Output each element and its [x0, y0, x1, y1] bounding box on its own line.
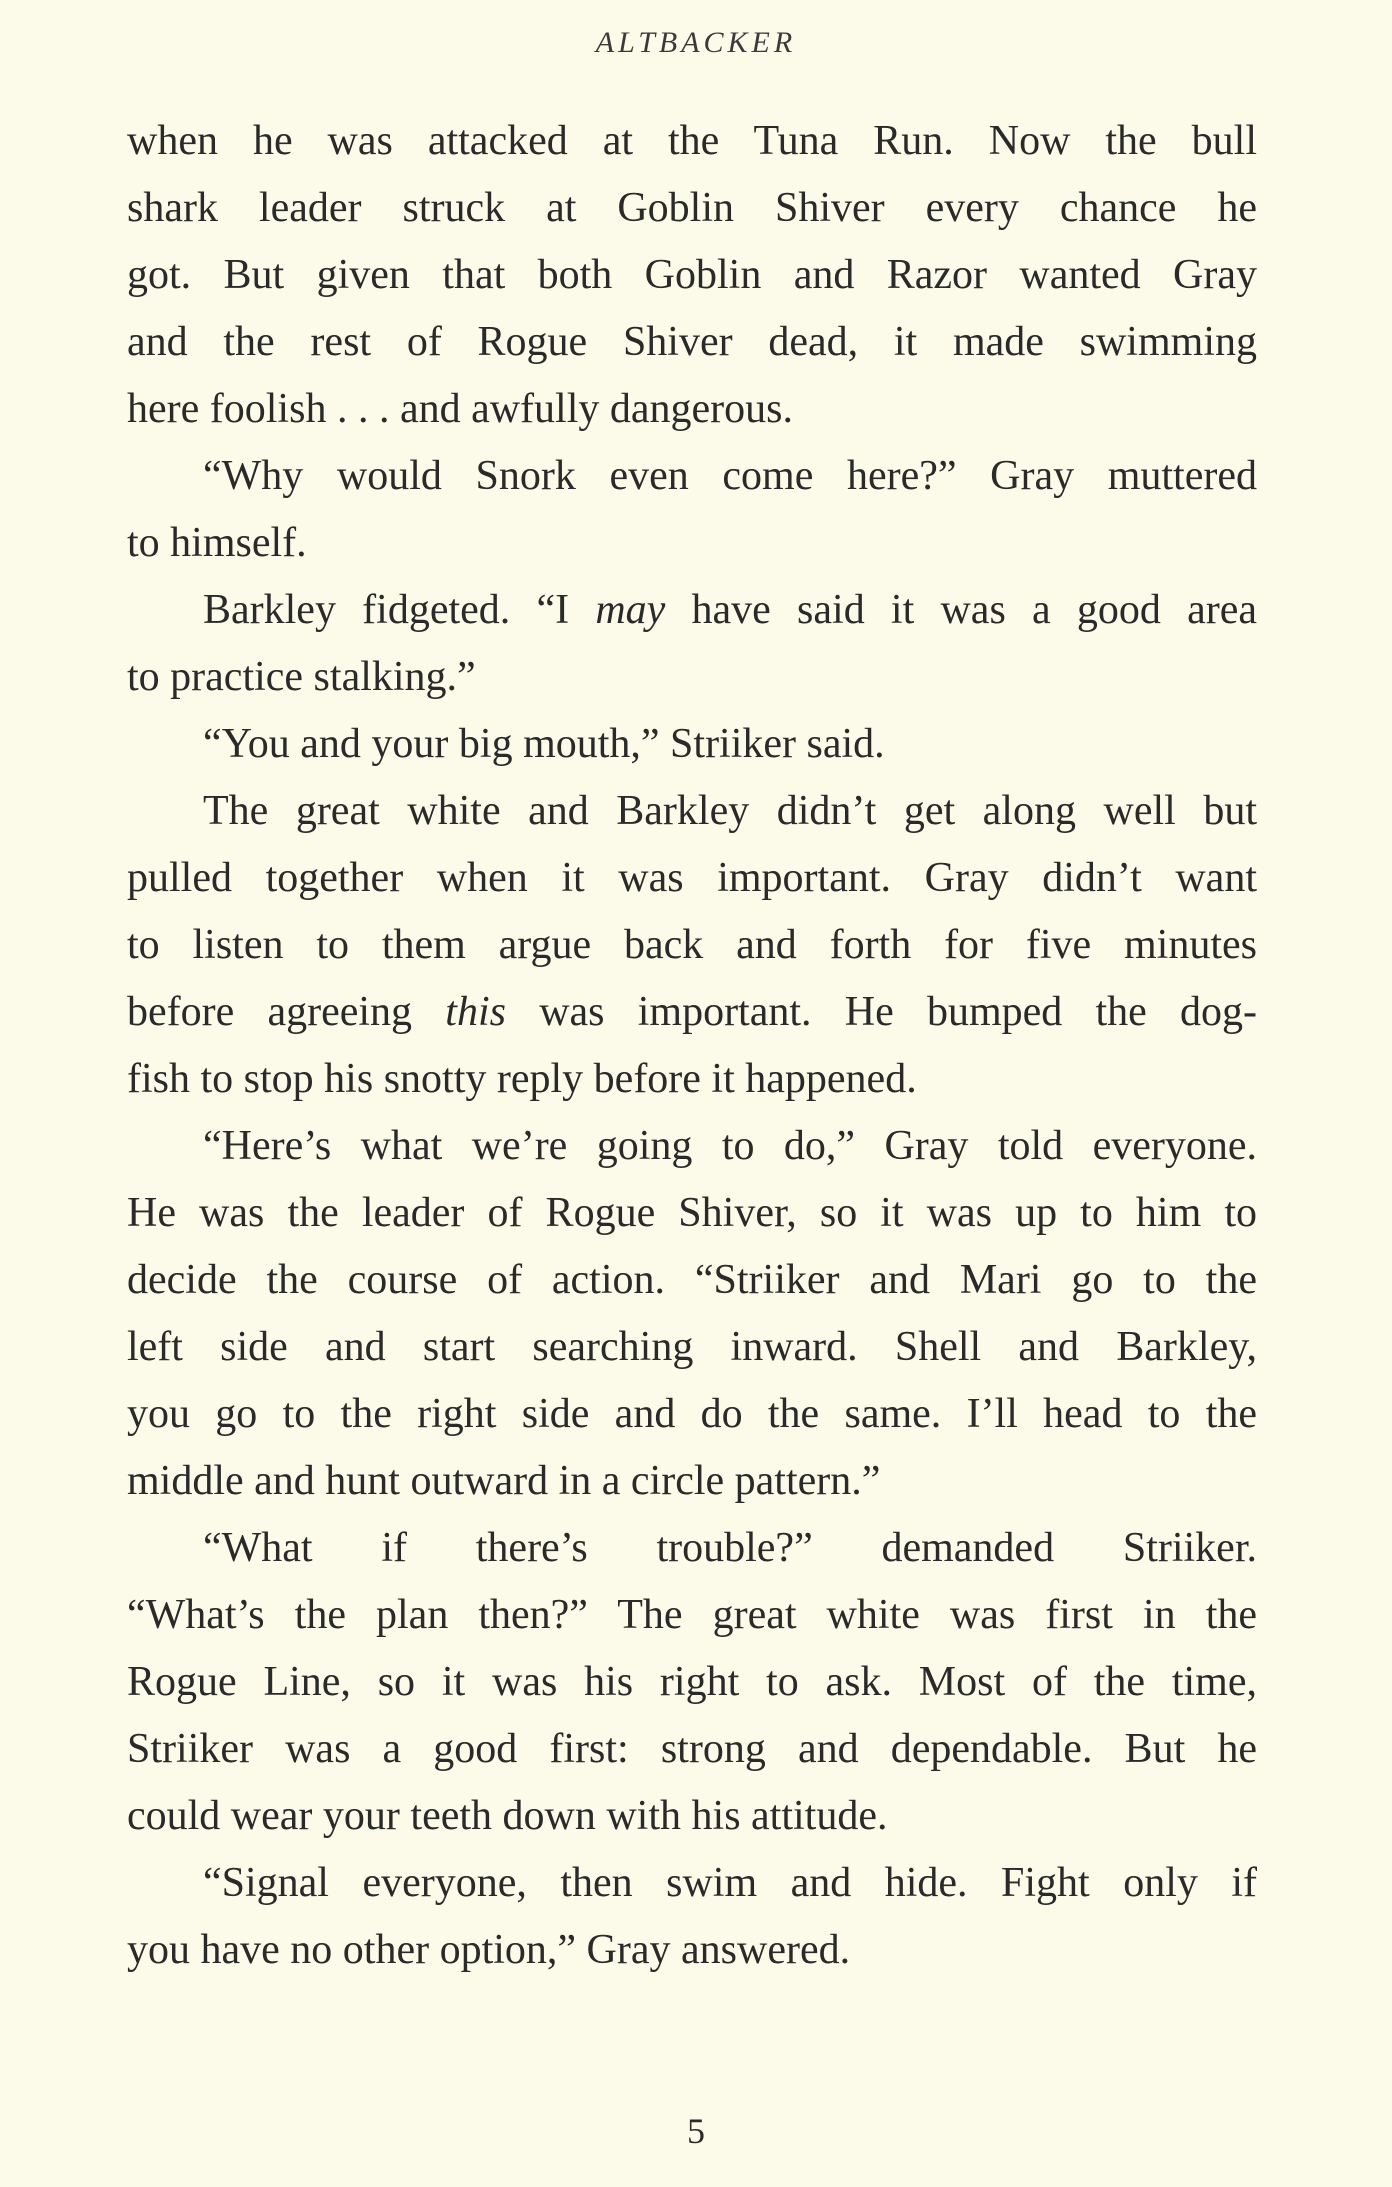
- running-head: ALTBACKER: [595, 26, 797, 59]
- text-segment: when he was attacked at the Tuna Run. Now the bull: [127, 118, 1257, 164]
- text-line: [127, 1582, 1257, 1649]
- text-segment: you have no other option,” Gray answered.: [127, 1927, 851, 1973]
- text-line: [127, 577, 1257, 644]
- text-line: [127, 510, 1257, 577]
- text-segment: you go to the right side and do the same. I’ll head to the: [127, 1391, 1257, 1437]
- text-line: [127, 1716, 1257, 1783]
- text-line: [127, 1850, 1257, 1917]
- text-segment: He was the leader of Rogue Shiver, so it was up to him to: [127, 1190, 1257, 1236]
- text-line: [127, 711, 1257, 778]
- text-line: [127, 778, 1257, 845]
- text-line: [127, 376, 1257, 443]
- text-segment: was important. He bumped the dog-: [505, 989, 1257, 1035]
- text-line: [127, 242, 1257, 309]
- text-segment: “You and your big mouth,” Striiker said.: [203, 721, 885, 767]
- text-line: [127, 1247, 1257, 1314]
- text-segment: shark leader struck at Goblin Shiver every chance he: [127, 185, 1257, 231]
- text-line: [127, 979, 1257, 1046]
- text-line: [127, 175, 1257, 242]
- text-line: [127, 1917, 1257, 1984]
- text-segment: Rogue Line, so it was his right to ask. Most of the time,: [127, 1659, 1257, 1705]
- text-segment: got. But given that both Goblin and Razor wanted Gray: [127, 252, 1257, 298]
- text-line: [127, 1113, 1257, 1180]
- text-segment: “What if there’s trouble?” demanded Striiker.: [203, 1525, 1257, 1571]
- text-segment: to listen to them argue back and forth for five minutes: [127, 922, 1257, 968]
- text-line: [127, 1649, 1257, 1716]
- text-line: [127, 1783, 1257, 1850]
- text-segment: pulled together when it was important. Gray didn’t want: [127, 855, 1257, 901]
- text-line: [127, 1515, 1257, 1582]
- text-segment: “Signal everyone, then swim and hide. Fight only if: [203, 1860, 1257, 1906]
- italic-text: this: [445, 989, 506, 1035]
- text-segment: “Why would Snork even come here?” Gray muttered: [203, 453, 1257, 499]
- text-line: [127, 644, 1257, 711]
- text-segment: and the rest of Rogue Shiver dead, it made swimming: [127, 319, 1257, 365]
- body-text: [127, 108, 1257, 1984]
- text-line: [127, 1448, 1257, 1515]
- text-segment: to practice stalking.”: [127, 654, 476, 700]
- text-line: [127, 1180, 1257, 1247]
- text-segment: decide the course of action. “Striiker and Mari go to the: [127, 1257, 1257, 1303]
- text-line: [127, 1046, 1257, 1113]
- text-segment: to himself.: [127, 520, 307, 566]
- text-segment: here foolish . . . and awfully dangerous.: [127, 386, 793, 432]
- text-segment: have said it was a good area: [665, 587, 1257, 633]
- text-segment: Striiker was a good first: strong and dependable. But he: [127, 1726, 1257, 1772]
- page-number: 5: [687, 2111, 705, 2151]
- text-line: [127, 443, 1257, 510]
- text-line: [127, 1314, 1257, 1381]
- text-line: [127, 845, 1257, 912]
- text-segment: before agreeing: [127, 989, 446, 1035]
- text-line: [127, 1381, 1257, 1448]
- text-line: [127, 912, 1257, 979]
- text-segment: Barkley fidgeted. “I: [203, 587, 596, 633]
- text-segment: “Here’s what we’re going to do,” Gray told everyone.: [203, 1123, 1257, 1169]
- text-segment: middle and hunt outward in a circle pattern.”: [127, 1458, 881, 1504]
- text-segment: could wear your teeth down with his attitude.: [127, 1793, 888, 1839]
- text-segment: “What’s the plan then?” The great white was first in the: [127, 1592, 1257, 1638]
- italic-text: may: [595, 587, 666, 633]
- text-segment: The great white and Barkley didn’t get along well but: [203, 788, 1257, 834]
- text-line: [127, 309, 1257, 376]
- text-line: [127, 108, 1257, 175]
- text-segment: left side and start searching inward. Shell and Barkley,: [127, 1324, 1257, 1370]
- text-segment: fish to stop his snotty reply before it happened.: [127, 1056, 917, 1102]
